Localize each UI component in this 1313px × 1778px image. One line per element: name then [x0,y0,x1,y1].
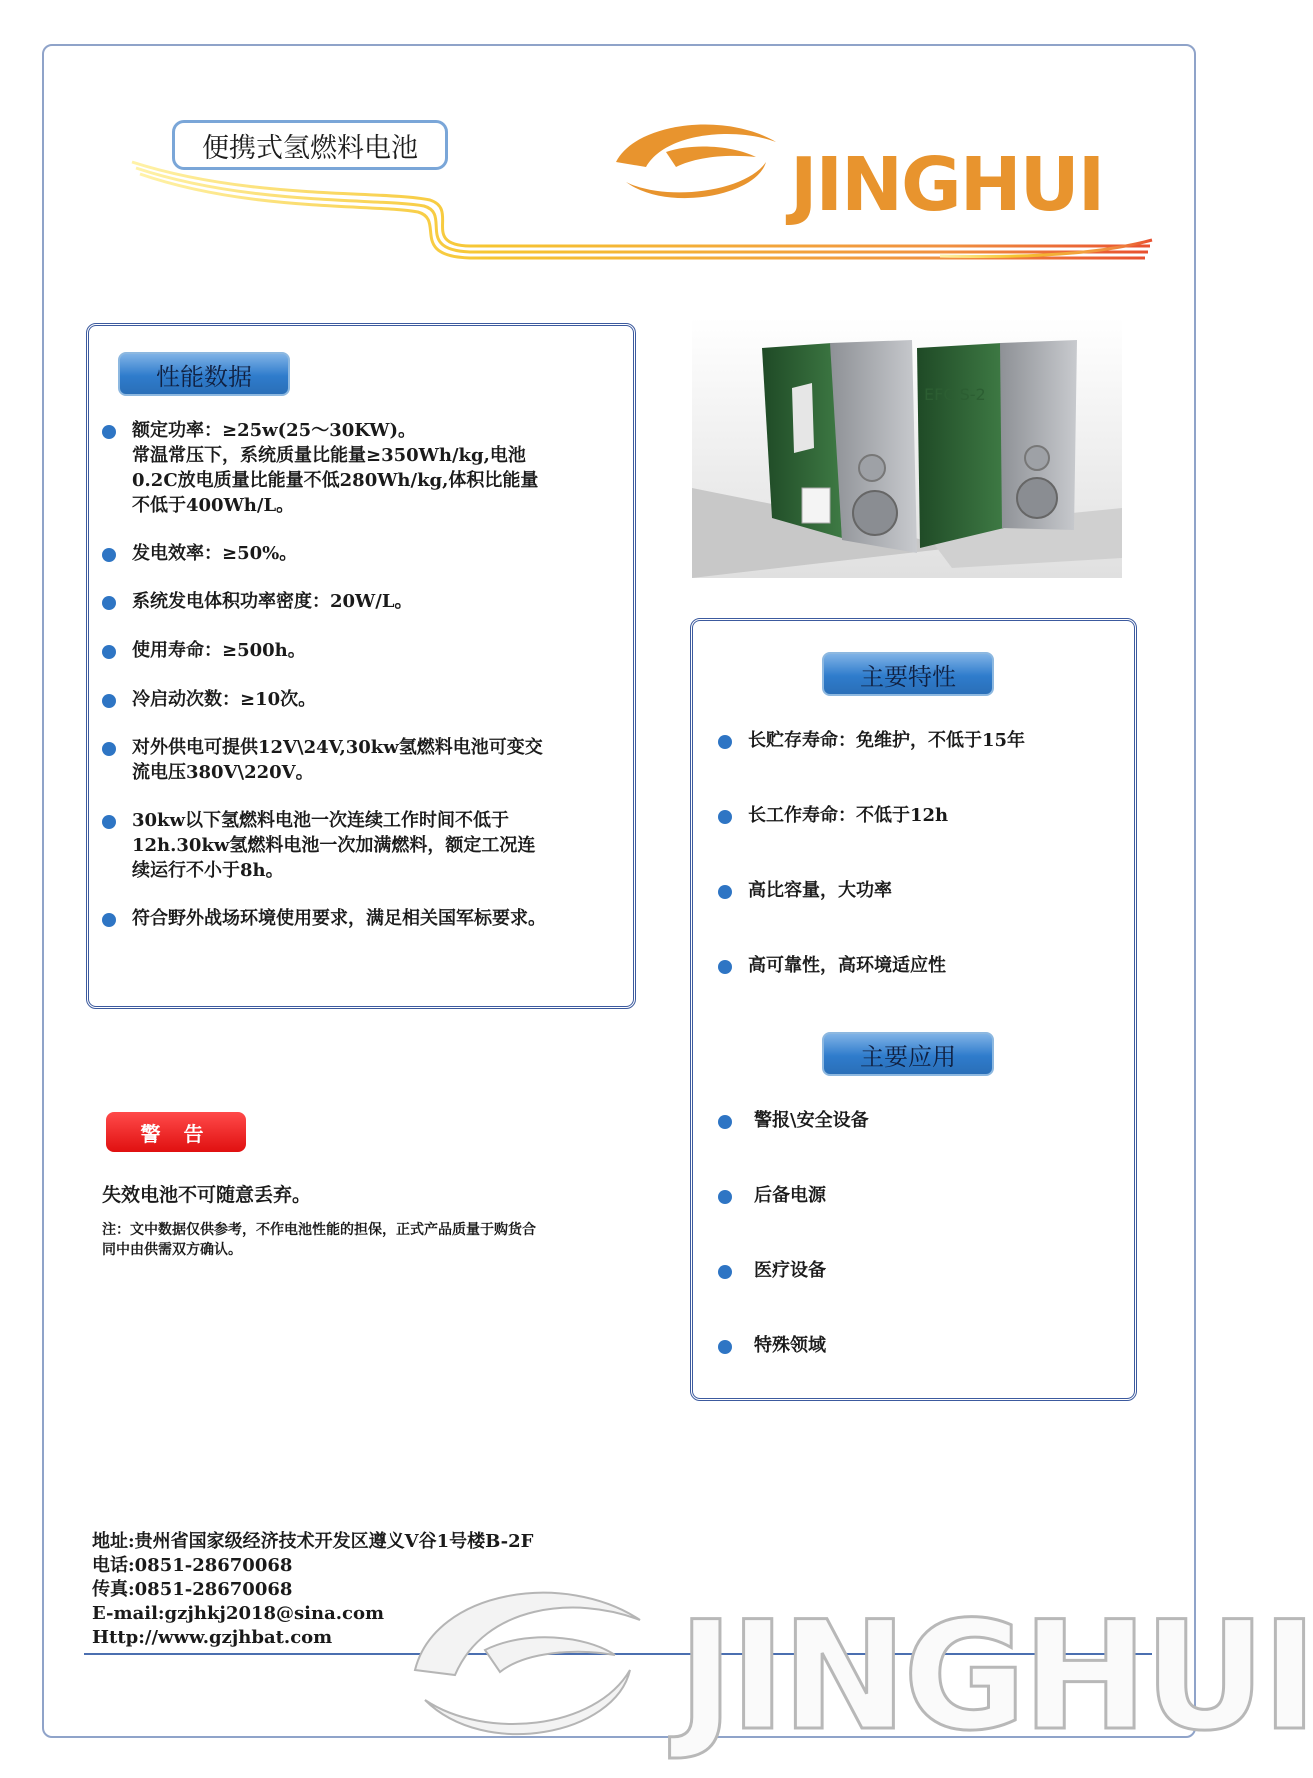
list-item [102,589,622,614]
applications-list [718,1108,1118,1358]
list-item [718,878,1118,903]
bullet-icon [102,645,116,659]
email: E-mail:gzjhkj2018@sina.com [92,1603,385,1624]
list-item [718,1183,1118,1208]
item-line: 冷启动次数：≥10次。 [132,689,317,710]
item-line: 续运行不小于8h。 [132,860,284,881]
list-item [718,728,1118,753]
performance-heading: 性能数据 [118,352,290,396]
item-line: 系统发电体积功率密度：20W/L。 [132,591,413,612]
list-item [718,1333,1118,1358]
note-line: 同中由供需双方确认。 [102,1242,242,1258]
bullet-icon [102,742,116,756]
list-item [102,638,622,663]
item-line: 0.2C放电质量比能量不低280Wh/kg,体积比能量 [132,470,539,491]
fax: 传真:0851-28670068 [92,1579,293,1600]
list-item [102,808,622,883]
bullet-icon [102,425,116,439]
bullet-icon [102,548,116,562]
warning-badge: 警 告 [106,1112,246,1152]
item-line: 不低于400Wh/L。 [132,495,295,516]
item-line: 对外供电可提供12V\24V,30kw氢燃料电池可变交 [132,737,543,758]
item-line: 发电效率：≥50%。 [132,543,298,564]
item-line: 额定功率：≥25w(25～30KW)。 [132,420,416,441]
footer-brand-logo: JINGHUI [678,1590,1313,1764]
list-item [718,953,1118,978]
bullet-icon [718,960,732,974]
bullet-icon [718,735,732,749]
bullet-icon [102,694,116,708]
bullet-icon [718,1265,732,1279]
item-line: 符合野外战场环境使用要求，满足相关国军标要求。 [132,908,546,929]
item-line: 12h.30kw氢燃料电池一次加满燃料，额定工况连 [132,835,536,856]
warning-text: 失效电池不可随意丢弃。 [102,1184,312,1206]
jinghui-swoosh-logo-icon [606,112,786,212]
item-line: 使用寿命：≥500h。 [132,640,306,661]
bullet-icon [718,1115,732,1129]
item-line: 流电压380V\220V。 [132,762,314,783]
item-line: 高比容量，大功率 [748,880,892,901]
item-line: 后备电源 [754,1185,826,1206]
bullet-icon [718,1340,732,1354]
item-line: 常温常压下，系统质量比能量≥350Wh/kg,电池 [132,445,526,466]
disclaimer-note [102,1220,536,1260]
list-item [718,1258,1118,1283]
list-item [102,906,622,931]
address: 地址:贵州省国家级经济技术开发区遵义V谷1号楼B-2F [92,1531,534,1552]
bullet-icon [718,1190,732,1204]
brand-logo-text: JINGHUI [790,142,1104,228]
applications-heading: 主要应用 [822,1032,994,1076]
list-item [718,1108,1118,1133]
bullet-icon [102,913,116,927]
product-image [692,318,1122,578]
list-item [102,687,622,712]
device-label: EFC S-2 [924,385,986,404]
contact-info [92,1530,533,1650]
item-line: 长贮存寿命：免维护，不低于15年 [748,730,1026,751]
bullet-icon [718,885,732,899]
item-line: 特殊领域 [754,1335,826,1356]
product-title: 便携式氢燃料电池 [172,120,448,170]
features-list [718,728,1118,978]
bullet-icon [102,815,116,829]
bullet-icon [102,596,116,610]
item-line: 长工作寿命：不低于12h [748,805,949,826]
performance-list [102,418,622,931]
item-line: 30kw以下氢燃料电池一次连续工作时间不低于 [132,810,510,831]
list-item [102,735,622,785]
website: Http://www.gzjhbat.com [92,1627,333,1648]
note-line: 注：文中数据仅供参考，不作电池性能的担保，正式产品质量于购货合 [102,1222,536,1238]
list-item [102,418,622,518]
features-heading: 主要特性 [822,652,994,696]
list-item [102,541,622,566]
list-item [718,803,1118,828]
phone: 电话:0851-28670068 [92,1555,293,1576]
item-line: 医疗设备 [754,1260,826,1281]
bullet-icon [718,810,732,824]
item-line: 高可靠性，高环境适应性 [748,955,946,976]
item-line: 警报\安全设备 [754,1110,869,1131]
